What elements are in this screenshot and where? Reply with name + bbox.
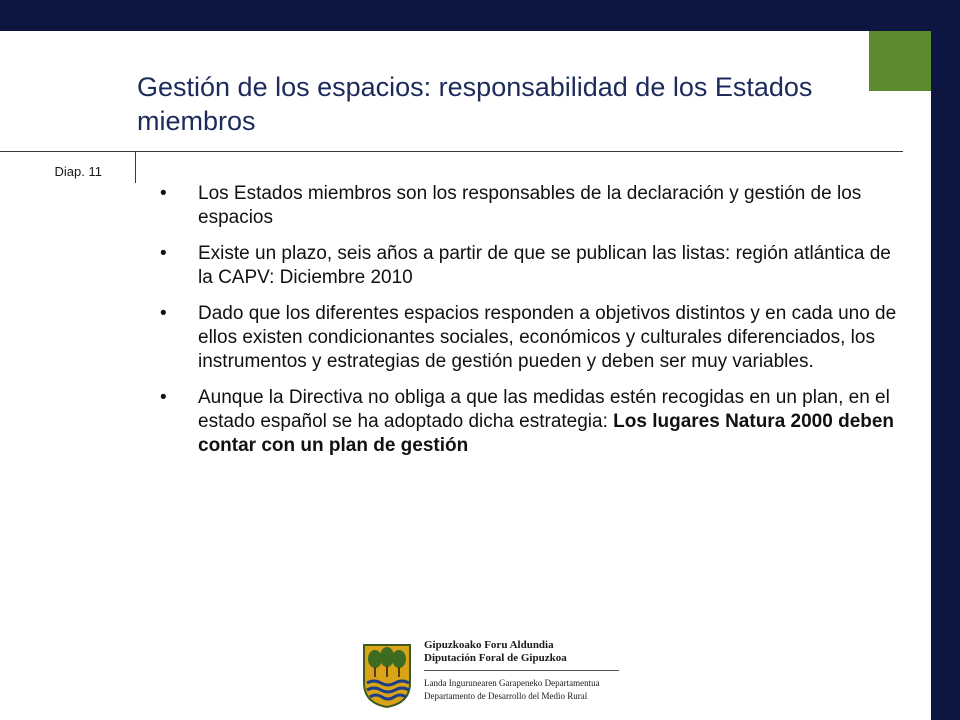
bullet-text: Aunque la Directiva no obliga a que las medidas estén recogidas en un plan, en el estado español se ha adoptado dicha estrategia:	[198, 387, 890, 432]
logo-separator	[424, 670, 619, 671]
right-sidebar-bar	[931, 31, 960, 720]
bullet-item	[160, 386, 900, 458]
bullet-bold-text: Los lugares Natura 2000 deben contar con un plan de gestión	[198, 411, 895, 456]
bullet-item	[160, 182, 900, 230]
institution-logo	[362, 635, 642, 715]
bullet-text: Existe un plazo, seis años a partir de que se publican las listas: región atlántica de la CAPV: Diciembre 2010	[198, 243, 891, 288]
bullet-glyph: •	[160, 303, 167, 324]
bullet-glyph: •	[160, 243, 167, 264]
bullet-text: Los Estados miembros son los responsables de la declaración y gestión de los espacios	[198, 183, 862, 228]
bullet-text: Dado que los diferentes espacios responden a objetivos distintos y en cada uno de ellos existen condicionantes sociales, económicos y culturales diferenciados, los instrumentos y estrategias de gestión pueden y deben ser muy variables.	[198, 303, 897, 372]
logo-department-spanish: Departamento de Desarrollo del Medio Rural	[424, 691, 588, 701]
slide-number-divider	[135, 152, 136, 183]
bullet-glyph: •	[160, 387, 167, 408]
top-banner	[0, 0, 960, 31]
coat-of-arms-icon	[362, 643, 412, 709]
bullet-list	[160, 182, 900, 470]
logo-name-spanish: Diputación Foral de Gipuzkoa	[424, 652, 567, 664]
logo-department-basque: Landa Ingurunearen Garapeneko Departamentua	[424, 678, 600, 688]
logo-text-block	[424, 639, 644, 703]
bullet-item	[160, 302, 900, 374]
slide-title: Gestión de los espacios: responsabilidad de los Estados miembros	[137, 72, 813, 136]
bullet-item	[160, 242, 900, 290]
bullet-glyph: •	[160, 183, 167, 204]
green-accent-square	[869, 31, 931, 91]
logo-name-basque: Gipuzkoako Foru Aldundia	[424, 639, 554, 651]
slide-number: Diap. 11	[54, 164, 102, 179]
